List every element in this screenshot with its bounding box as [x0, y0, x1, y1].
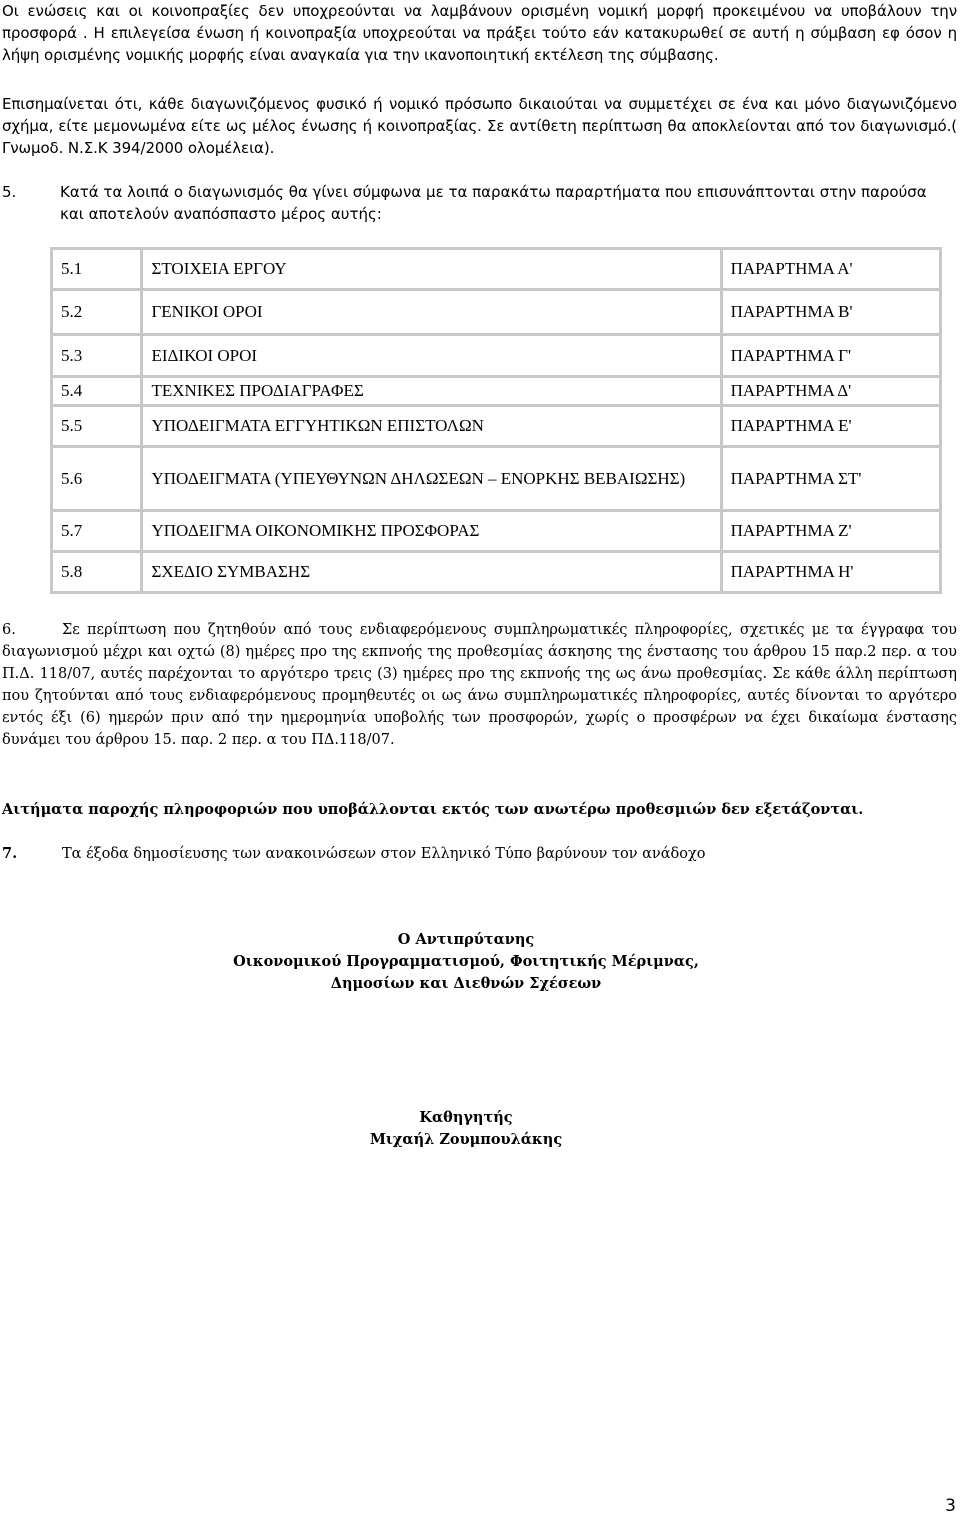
annex-label: ΠΑΡΑΡΤΗΜΑ Γ' — [721, 335, 940, 377]
signatory-block — [0, 1107, 932, 1151]
signatory-title: Καθηγητής — [419, 1109, 513, 1126]
section-5-text-line2: και αποτελούν αναπόσπαστο μέρος αυτής: — [60, 205, 382, 223]
annex-title: ΓΕΝΙΚΟΙ ΟΡΟΙ — [142, 290, 721, 335]
signature-title-line3: Δημοσίων και Διεθνών Σχέσεων — [330, 975, 602, 992]
signatory-name: Μιχαήλ Ζουμπουλάκης — [369, 1131, 563, 1148]
table-row — [52, 249, 941, 290]
annex-number: 5.5 — [52, 406, 142, 447]
table-row — [52, 335, 941, 377]
annex-number: 5.6 — [52, 447, 142, 511]
section-5-text-line1: Κατά τα λοιπά ο διαγωνισμός θα γίνει σύμφωνα με τα παρακάτω παραρτήματα που επισυνάπτονται στην παρούσα — [60, 183, 927, 201]
page-number: 3 — [945, 1496, 956, 1516]
annex-title: ΥΠΟΔΕΙΓΜΑΤΑ ΕΓΓΥΗΤΙΚΩΝ ΕΠΙΣΤΟΛΩΝ — [142, 406, 721, 447]
section-6-number: 6. — [2, 622, 16, 638]
annex-label: ΠΑΡΑΡΤΗΜΑ Β' — [721, 290, 940, 335]
signature-title-line1: Ο Αντιπρύτανης — [397, 931, 535, 948]
annex-title: ΤΕΧΝΙΚΕΣ ΠΡΟΔΙΑΓΡΑΦΕΣ — [142, 377, 721, 406]
annex-label: ΠΑΡΑΡΤΗΜΑ Δ' — [721, 377, 940, 406]
signature-title-line2: Οικονομικού Προγραμματισμού, Φοιτητικής Μέριμνας, — [233, 953, 699, 970]
signature-title-block — [0, 929, 932, 995]
bold-note: Αιτήματα παροχής πληροφοριών που υποβάλλονται εκτός των ανωτέρω προθεσμιών δεν εξετάζονται. — [2, 801, 864, 818]
table-row — [52, 447, 941, 511]
annex-title: ΥΠΟΔΕΙΓΜΑ ΟΙΚΟΝΟΜΙΚΗΣ ΠΡΟΣΦΟΡΑΣ — [142, 511, 721, 552]
section-5 — [2, 181, 957, 225]
annex-label: ΠΑΡΑΡΤΗΜΑ ΣΤ' — [721, 447, 940, 511]
table-row — [52, 377, 941, 406]
annex-number: 5.1 — [52, 249, 142, 290]
section-7 — [2, 843, 957, 865]
annex-number: 5.2 — [52, 290, 142, 335]
table-row — [52, 406, 941, 447]
annex-title: ΣΧΕΔΙΟ ΣΥΜΒΑΣΗΣ — [142, 552, 721, 593]
annex-number: 5.3 — [52, 335, 142, 377]
annex-number: 5.8 — [52, 552, 142, 593]
table-row — [52, 552, 941, 593]
section-7-text: Τα έξοδα δημοσίευσης των ανακοινώσεων στον Ελληνικό Τύπο βαρύνουν τον ανάδοχο — [62, 846, 706, 862]
annex-title: ΣΤΟΙΧΕΙΑ ΕΡΓΟΥ — [142, 249, 721, 290]
section-7-number: 7. — [2, 845, 18, 862]
annex-title: ΕΙΔΙΚΟΙ ΟΡΟΙ — [142, 335, 721, 377]
annex-table — [50, 247, 942, 594]
annex-number: 5.7 — [52, 511, 142, 552]
section-6-text: Σε περίπτωση που ζητηθούν από τους ενδιαφερόμενους συμπληρωματικές πληροφορίες, σχετικές με τα έγγραφα του διαγωνισμού μέχρι και οχτώ (8) ημέρες προ της εκπνοής της προθεσμίας άσκησης της ένστασης του άρθρου 15 παρ.2 περ. α του Π.Δ. 118/07, αυτές παρέχονται το αργότερο τρεις (3) ημέρες προ της εκπνοής της ως άνω προθεσμίας. Σε κάθε άλλη περίπτωση που ζητούνται από τους ενδιαφερόμενους προμηθευτές οι ως άνω συμπληρωματικές πληροφορίες, αυτές δίνονται το αργότερο εντός έξι (6) ημερών πριν από την ημερομηνία υποβολής των προσφορών, χωρίς ο προσφέρων να έχει δικαίωμα ένστασης δυνάμει του άρθρου 15. παρ. 2 περ. α του ΠΔ.118/07. — [2, 622, 957, 748]
table-row — [52, 290, 941, 335]
section-5-line1 — [2, 181, 957, 203]
annex-label: ΠΑΡΑΡΤΗΜΑ Ζ' — [721, 511, 940, 552]
annex-label: ΠΑΡΑΡΤΗΜΑ Ε' — [721, 406, 940, 447]
section-6 — [2, 619, 957, 751]
paragraph-joint-ventures: Οι ενώσεις και οι κοινοπραξίες δεν υποχρεούνται να λαμβάνουν ορισμένη νομική μορφή προκειμένου να υποβάλουν την προσφορά . Η επιλεγείσα ένωση ή κοινοπραξία υποχρεούται να πράξει τούτο εάν κατακυρωθεί σε αυτή η σύμβαση εφ όσον η λήψη ορισμένης νομικής μορφής είναι αναγκαία για την ικανοποιητική εκτέλεση της σύμβασης. — [2, 2, 957, 64]
annex-label: ΠΑΡΑΡΤΗΜΑ Α' — [721, 249, 940, 290]
annex-number: 5.4 — [52, 377, 142, 406]
section-5-number: 5. — [2, 183, 17, 201]
table-row — [52, 511, 941, 552]
annex-label: ΠΑΡΑΡΤΗΜΑ Η' — [721, 552, 940, 593]
paragraph-single-participation: Επισημαίνεται ότι, κάθε διαγωνιζόμενος φυσικό ή νομικό πρόσωπο δικαιούται να συμμετέχει σε ένα και μόνο διαγωνιζόμενο σχήμα, είτε μεμονωμένα είτε ως μέλος ένωσης ή κοινοπραξίας. Σε αντίθετη περίπτωση θα αποκλείονται από τον διαγωνισμό.( Γνωμοδ. Ν.Σ.Κ 394/2000 ολομέλεια). — [2, 95, 957, 157]
annex-title: ΥΠΟΔΕΙΓΜΑΤΑ (ΥΠΕΥΘΥΝΩΝ ΔΗΛΩΣΕΩΝ – ΕΝΟΡΚΗΣ ΒΕΒΑΙΩΣΗΣ) — [142, 447, 721, 511]
